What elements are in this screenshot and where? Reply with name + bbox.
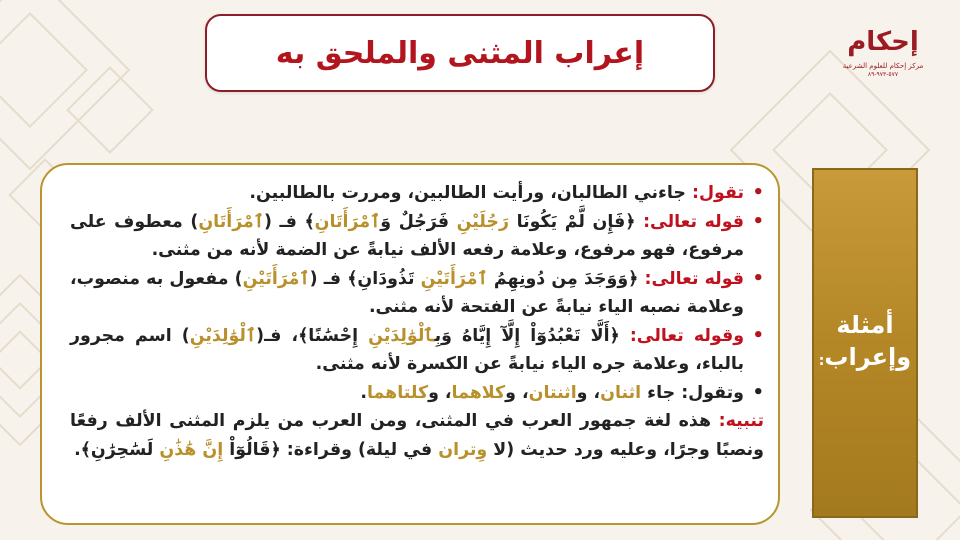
- logo: [842, 27, 924, 92]
- item5-sep2: ، و: [505, 382, 529, 403]
- example-item-2: [70, 208, 764, 265]
- bullet-icon: •: [752, 324, 764, 346]
- example-item-4: [70, 322, 764, 379]
- item4-quran-word: ٱلْوَٰلِدَيْنِ: [368, 325, 435, 346]
- item4-quran-close: إِحْسَٰنًا﴾، فـ(: [256, 325, 369, 346]
- item5-word2: اثنتان: [528, 382, 577, 403]
- item5-sep3: ، و: [428, 382, 452, 403]
- note-paragraph: [70, 407, 764, 464]
- note-word1: وِتران: [438, 439, 488, 460]
- side-label-colon: :: [818, 353, 825, 369]
- item2-word: ٱمْرَأَتَانِ: [198, 211, 264, 232]
- note-text2: في ليلة) وقراءة: ﴿قَالُوٓاْ: [223, 439, 439, 460]
- item5-pre: وتقول: جاء: [641, 382, 744, 403]
- example-item-1: [70, 179, 764, 208]
- item5-sep1: ، و: [576, 382, 601, 403]
- item2-quran-mid: فَرَجُلٌ وَ: [380, 211, 457, 232]
- item5-word1: اثنان: [600, 382, 642, 403]
- item4-text: ) اسم مجرور بالباء، وعلامة جره الياء نيابةً عن الكسرة لأنه مثنى.: [70, 325, 744, 374]
- item1-label: تقول:: [692, 183, 744, 203]
- note-label: تنبيه:: [718, 411, 764, 431]
- logo-mark: إحكام: [847, 27, 919, 57]
- logo-subtitle: مركز إحكام للعلوم الشرعية: [842, 62, 924, 70]
- side-label-line1: أمثلة: [836, 311, 894, 339]
- item1-text: جاءني الطالبان، ورأيت الطالبين، ومررت بالطالبين.: [249, 183, 692, 203]
- note-word2: إِنَّ: [202, 439, 224, 460]
- bullet-icon: •: [752, 210, 764, 232]
- logo-number: ٥٧٧-٩٧٣-٨٩: [867, 71, 899, 78]
- item2-quran-close: ﴾ فـ (: [263, 211, 315, 232]
- item2-quran-word1: رَجُلَيْنِ: [456, 211, 509, 232]
- item2-quran-open: ﴿فَإِن لَّمْ يَكُونَا: [508, 211, 644, 232]
- item3-quran-close: تَذُودَانِ﴾ فـ (: [309, 268, 421, 289]
- page-title: إعراب المثنى والملحق به: [275, 35, 645, 71]
- item4-quran-open: ﴿أَلَّا تَعْبُدُوٓاْ إِلَّآ إِيَّاهُ وَبِ: [434, 325, 630, 346]
- item3-quran-word: ٱمْرَأَتَيْنِ: [420, 268, 488, 289]
- bullet-icon: •: [752, 381, 764, 403]
- page-title-box: [205, 14, 715, 92]
- item4-label: وقوله تعالى:: [629, 325, 745, 346]
- item2-label: قوله تعالى:: [643, 211, 744, 232]
- item5-word3: كلاهما: [451, 382, 506, 403]
- item2-text: ) معطوف على مرفوع، فهو مرفوع، وعلامة رفعه الألف نيابةً عن الضمة لأنه من مثنى.: [70, 211, 744, 260]
- item3-label: قوله تعالى:: [644, 268, 744, 289]
- examples-box: [40, 163, 780, 525]
- item4-word: ٱلْوَٰلِدَيْنِ: [189, 325, 257, 346]
- note-word3: هَٰذَٰنِ: [159, 439, 197, 460]
- example-item-5: [70, 379, 764, 408]
- note-text4: لَسَٰحِرَٰنِ﴾.: [74, 439, 160, 460]
- item3-word: ٱمْرَأَتَيْنِ: [242, 268, 310, 289]
- side-label-line2: وإعراب: [824, 343, 912, 371]
- item5-end: .: [360, 382, 367, 403]
- bullet-icon: •: [752, 267, 764, 289]
- item2-quran-word2: ٱمْرَأَتَانِ: [314, 211, 381, 232]
- item5-word4: كلتاهما: [366, 382, 429, 403]
- example-item-3: [70, 265, 764, 322]
- side-label-panel: [812, 168, 918, 518]
- bullet-icon: •: [752, 182, 764, 203]
- examples-content: [70, 179, 764, 464]
- note-text1: هذه لغة جمهور العرب في المثنى، ومن العرب من يلزم المثنى الألف رفعًا ونصبًا وجرًا، وعليه ورد حديث (لا: [70, 411, 764, 460]
- item3-quran-open: ﴿وَوَجَدَ مِن دُونِهِمُ: [487, 268, 645, 289]
- item3-text: ) مفعول به منصوب، وعلامة نصبه الياء نيابةً عن الفتحة لأنه مثنى.: [70, 268, 744, 317]
